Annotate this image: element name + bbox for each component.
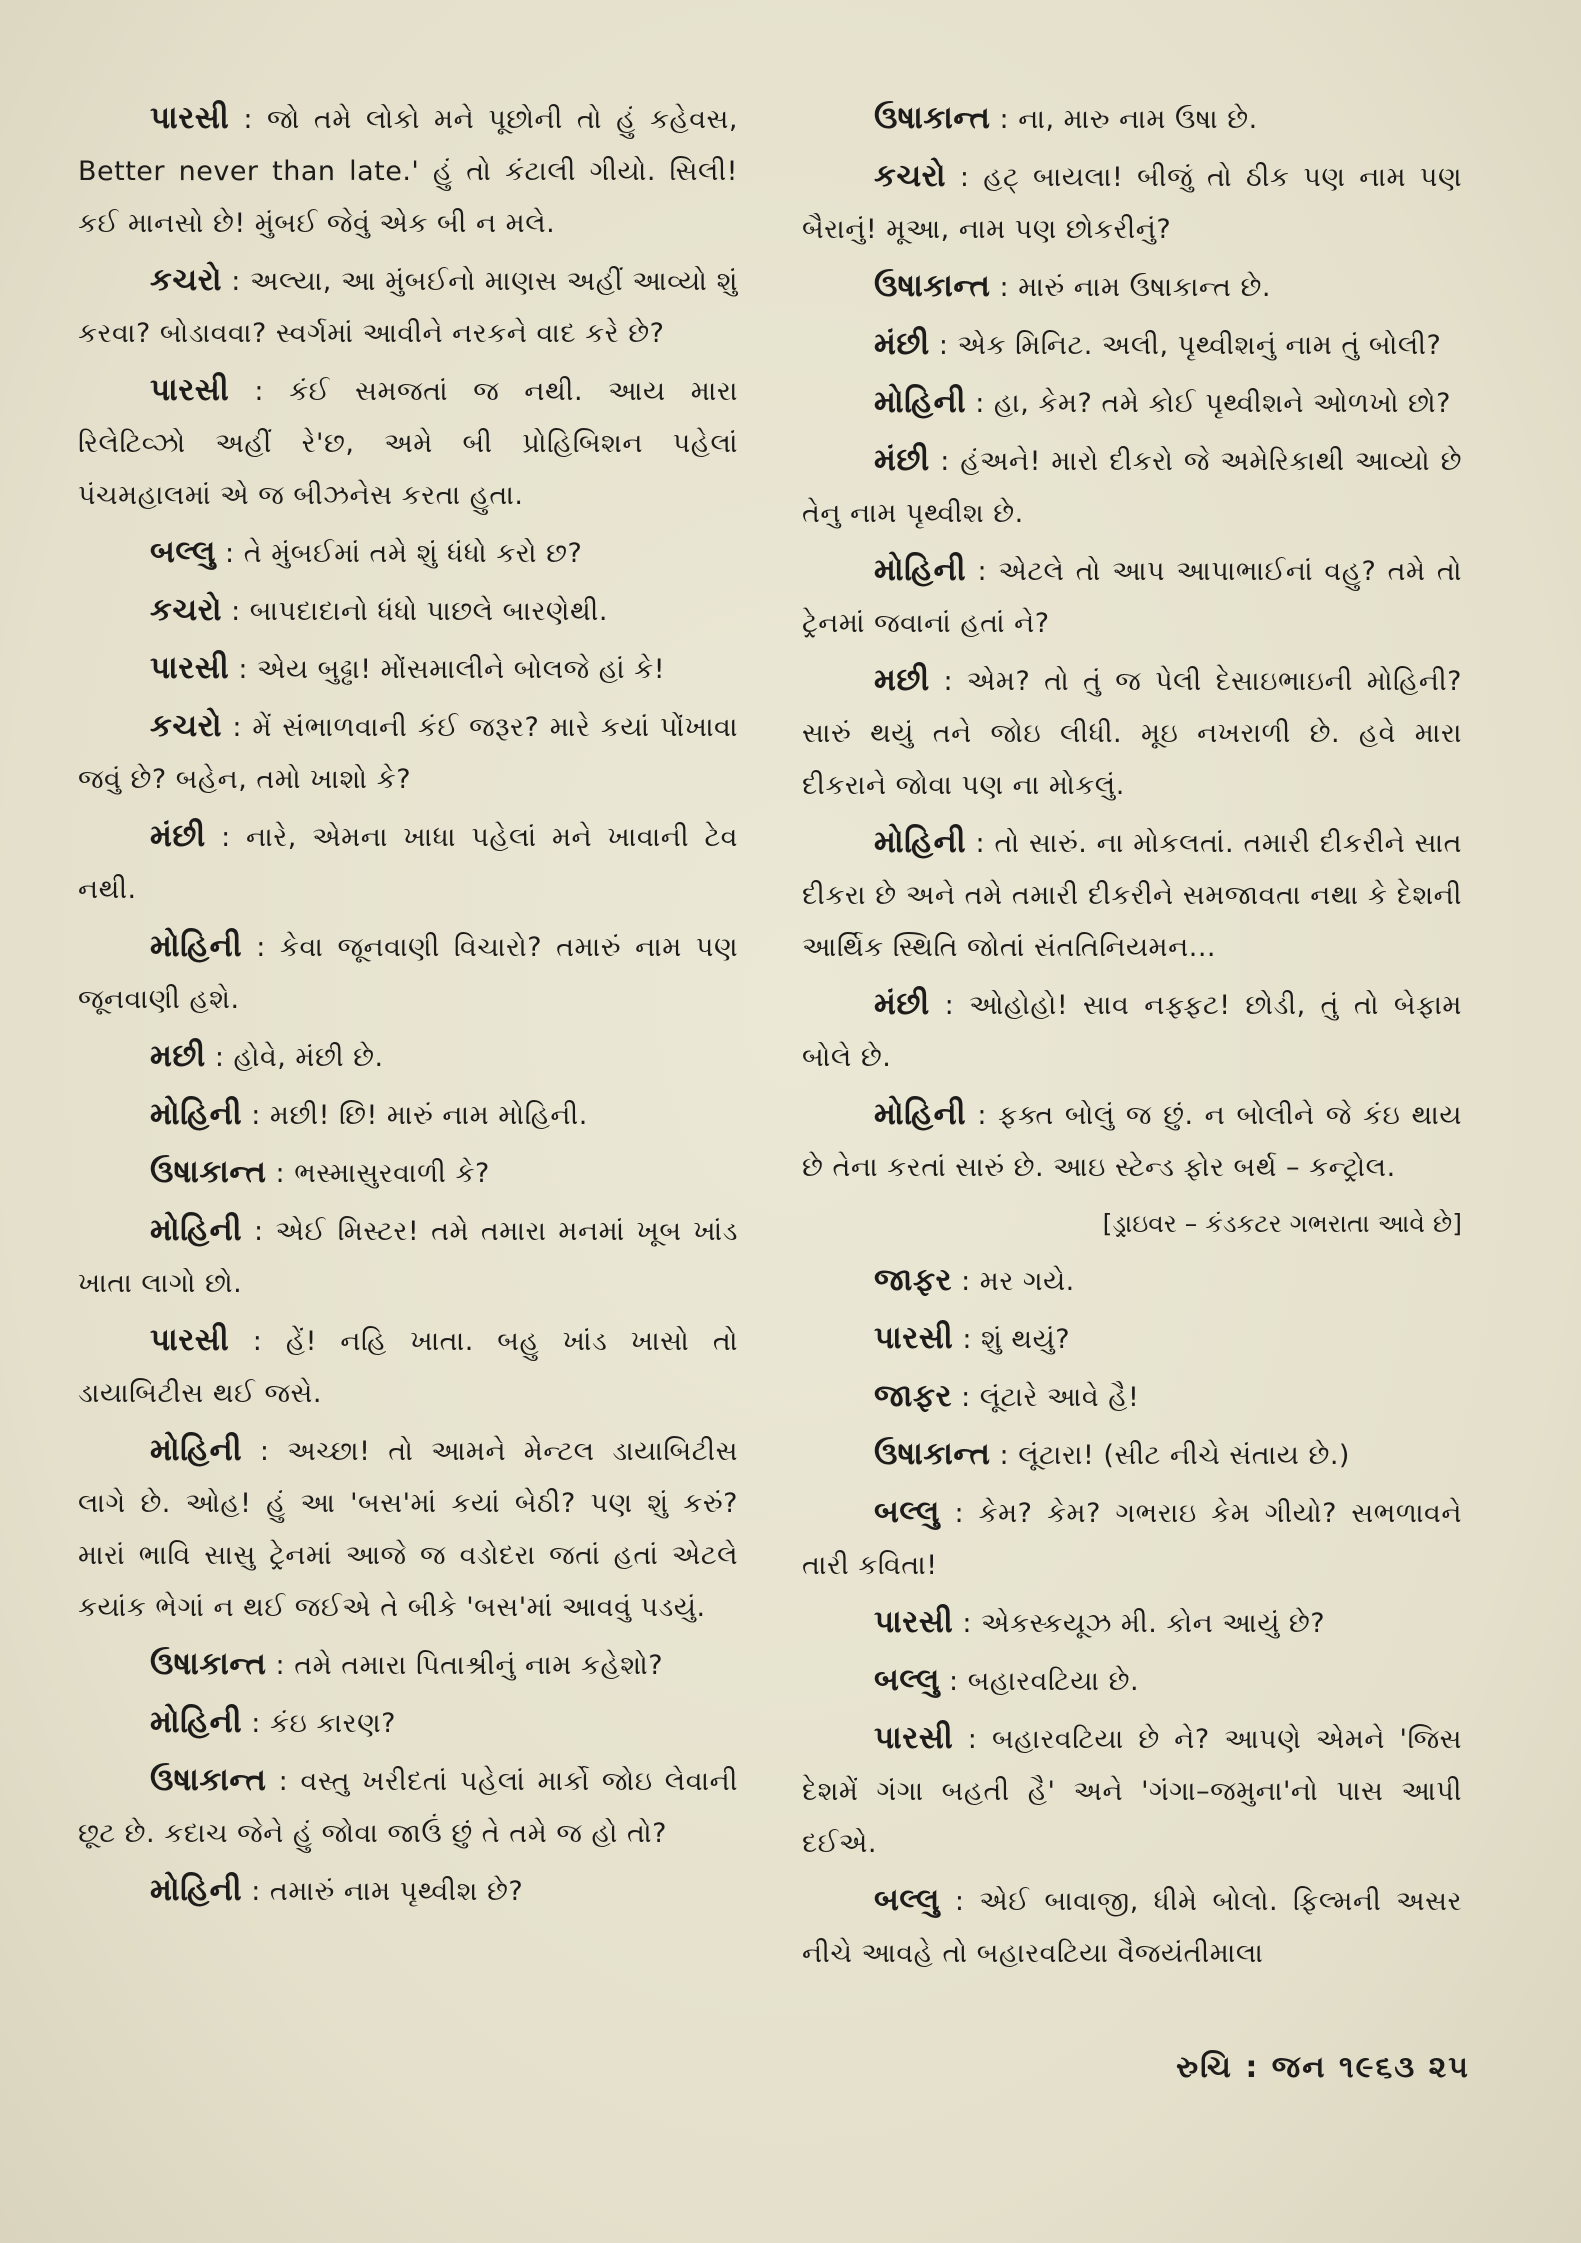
dialogue-line bbox=[802, 654, 1462, 812]
dialogue-line bbox=[78, 584, 738, 638]
dialogue-line bbox=[802, 1654, 1462, 1708]
speaker-name: મોહિની bbox=[874, 1096, 967, 1132]
dialogue-line bbox=[802, 1486, 1462, 1592]
dialogue-text: : હટ્ બાયલા! બીજું તો ઠીક પણ નામ પણ બૈરાનું! મૂઆ, નામ પણ છોકરીનું? bbox=[802, 162, 1462, 245]
dialogue-line bbox=[802, 92, 1462, 146]
dialogue-text: : કેવા જૂનવાણી વિચારો? તમારું નામ પણ જૂનવાણી હશે. bbox=[78, 932, 738, 1015]
dialogue-line bbox=[802, 1874, 1462, 1980]
dialogue-text: : હોવે, મંછી છે. bbox=[214, 1042, 384, 1073]
dialogue-text: : તમે તમારા પિતાશ્રીનું નામ કહેશો? bbox=[275, 1650, 664, 1681]
left-column bbox=[78, 92, 738, 1922]
speaker-name: ઉષાકાન્ત bbox=[874, 1436, 991, 1472]
dialogue-text: : કંઇ કારણ? bbox=[251, 1708, 396, 1739]
dialogue-line bbox=[802, 1596, 1462, 1650]
speaker-name: પારસી bbox=[150, 1322, 230, 1358]
speaker-name: કચરો bbox=[150, 708, 222, 744]
speaker-name: મંછી bbox=[874, 442, 930, 478]
dialogue-text: : ઓહોહો! સાવ નફ્ફટ! છોડી, તું તો બેફામ બોલે છે. bbox=[802, 990, 1462, 1073]
speaker-name: મોહિની bbox=[150, 1872, 243, 1908]
dialogue-line bbox=[802, 1088, 1462, 1194]
dialogue-line bbox=[802, 1254, 1462, 1308]
speaker-name: મોહિની bbox=[150, 1096, 243, 1132]
speaker-name: ઉષાકાન્ત bbox=[874, 100, 991, 136]
dialogue-line bbox=[78, 526, 738, 580]
dialogue-line bbox=[802, 260, 1462, 314]
dialogue-text: : બહારવટિયા છે. bbox=[949, 1666, 1140, 1697]
speaker-name: મંછી bbox=[150, 818, 206, 854]
dialogue-text: : બાપદાદાનો ધંધો પાછલે બારણેથી. bbox=[231, 596, 608, 627]
dialogue-text: : શું થયું? bbox=[962, 1324, 1071, 1355]
dialogue-line bbox=[78, 1424, 738, 1634]
speaker-name: જાફર bbox=[874, 1378, 952, 1414]
speaker-name: ઉષાકાન્ત bbox=[150, 1646, 267, 1682]
dialogue-line bbox=[78, 1204, 738, 1310]
dialogue-line bbox=[78, 254, 738, 360]
dialogue-text: : મેં સંભાળવાની કંઈ જરૂર? મારે કયાં પોંખાવા જવું છે? બહેન, તમો ખાશો કે? bbox=[78, 712, 738, 795]
speaker-name: પારસી bbox=[874, 1604, 954, 1640]
dialogue-line bbox=[802, 544, 1462, 650]
dialogue-line bbox=[78, 920, 738, 1026]
dialogue-line bbox=[78, 700, 738, 806]
dialogue-line bbox=[78, 1754, 738, 1860]
dialogue-text: : હંઅને! મારો દીકરો જે અમેરિકાથી આવ્યો છે તેનુ નામ પૃથ્વીશ છે. bbox=[802, 446, 1462, 529]
speaker-name: મંછી bbox=[874, 326, 930, 362]
dialogue-text: : હેં! નહિ ખાતા. બહુ ખાંડ ખાસો તો ડાયાબિટીસ થઈ જસે. bbox=[78, 1326, 738, 1409]
dialogue-line bbox=[78, 1088, 738, 1142]
speaker-name: પારસી bbox=[150, 100, 230, 136]
dialogue-line bbox=[802, 318, 1462, 372]
dialogue-line bbox=[802, 376, 1462, 430]
dialogue-text: : તો સારું. ના મોકલતાં. તમારી દીકરીને સાત દીકરા છે અને તમે તમારી દીકરીને સમજાવતા નથા કે દેશની આર્થિક સ્થિતિ જોતાં સંતતિનિયમન... bbox=[802, 828, 1462, 963]
speaker-name: મોહિની bbox=[874, 824, 967, 860]
dialogue-line bbox=[802, 1370, 1462, 1424]
dialogue-text: : ભસ્માસુરવાળી કે? bbox=[275, 1158, 490, 1189]
dialogue-text: : એક મિનિટ. અલી, પૃથ્વીશનું નામ તું બોલી? bbox=[938, 330, 1442, 361]
speaker-name: મોહિની bbox=[150, 1212, 243, 1248]
dialogue-line bbox=[78, 810, 738, 916]
speaker-name: બલ્લુ bbox=[874, 1882, 940, 1918]
speaker-name: જાફર bbox=[874, 1262, 952, 1298]
dialogue-text: : એય બુઢ્ઢા! મોંસમાલીને બોલજે હાં કે! bbox=[238, 654, 666, 685]
speaker-name: બલ્લુ bbox=[874, 1662, 940, 1698]
speaker-name: મોહિની bbox=[874, 384, 967, 420]
dialogue-text: : અલ્યા, આ મુંબઈનો માણસ અહીં આવ્યો શું કરવા? બોડાવવા? સ્વર્ગમાં આવીને નરકને વાદ કરે છે? bbox=[78, 266, 738, 349]
dialogue-text: : કંઈ સમજતાં જ નથી. આય મારા રિલેટિવ્ઝો અહીં રે'છ, અમે બી પ્રોહિબિશન પહેલાં પંચમહાલમાં એ જ બીઝનેસ કરતા હુતા. bbox=[78, 376, 738, 511]
dialogue-text: : એટલે તો આપ આપાભાઈનાં વહુ? તમે તો ટ્રેનમાં જવાનાં હતાં ને? bbox=[802, 556, 1462, 639]
dialogue-text: : એઈ મિસ્ટર! તમે તમારા મનમાં ખૂબ ખાંડ ખાતા લાગો છો. bbox=[78, 1216, 738, 1299]
speaker-name: ઉષાકાન્ત bbox=[150, 1762, 267, 1798]
dialogue-text: : તમારું નામ પૃથ્વીશ છે? bbox=[251, 1876, 524, 1907]
dialogue-text: : તે મુંબઈમાં તમે શું ધંધો કરો છ? bbox=[225, 538, 583, 569]
speaker-name: કચરો bbox=[874, 158, 946, 194]
dialogue-line bbox=[78, 1696, 738, 1750]
speaker-name: પારસી bbox=[874, 1720, 954, 1756]
speaker-name: પારસી bbox=[874, 1320, 954, 1356]
dialogue-text: : મારું નામ ઉષાકાન્ત છે. bbox=[999, 272, 1271, 303]
speaker-name: બલ્લુ bbox=[150, 534, 216, 570]
speaker-name: કચરો bbox=[150, 592, 222, 628]
dialogue-line bbox=[78, 92, 738, 250]
speaker-name: મછી bbox=[150, 1038, 206, 1074]
speaker-name: મોહિની bbox=[874, 552, 967, 588]
right-column bbox=[802, 92, 1462, 1984]
dialogue-text: : લૂંટારે આવે હૈ! bbox=[961, 1382, 1140, 1413]
dialogue-text: : એઈ બાવાજી, ધીમે બોલો. ફિલ્મની અસર નીચે આવહે તો બહારવટિયા વૈજયંતીમાલા bbox=[802, 1886, 1462, 1969]
speaker-name: પારસી bbox=[150, 372, 230, 408]
dialogue-text: : બહારવટિયા છે ને? આપણે એમને 'જિસ દેશમેં ગંગા બહતી હૈ' અને 'ગંગા–જમુના'નો પાસ આપી દઈએ. bbox=[802, 1724, 1462, 1859]
dialogue-line bbox=[78, 1146, 738, 1200]
dialogue-line bbox=[78, 1638, 738, 1692]
dialogue-text: : જો તમે લોકો મને પૂછોની તો હું કહેવસ, Better never than late.' હું તો કંટાલી ગીયો. સિલી! કઈ માનસો છે! મુંબઈ જેવું એક બી ન મલે. bbox=[78, 104, 738, 239]
dialogue-line bbox=[78, 642, 738, 696]
page-footer: રુચિ : જન ૧૯૬૩ ૨૫ bbox=[1176, 2050, 1470, 2085]
dialogue-text: : હા, કેમ? તમે કોઈ પૃથ્વીશને ઓળખો છો? bbox=[975, 388, 1451, 419]
dialogue-text: : અચ્છા! તો આમને મેન્ટલ ડાયાબિટીસ લાગે છે. ઓહ! હું આ 'બસ'માં કયાં બેઠી? પણ શું કરું? મારાં ભાવિ સાસુ ટ્રેનમાં આજે જ વડોદરા જતાં હતાં એટલે કયાંક ભેગાં ન થઈ જઈએ તે બીકે 'બસ'માં આવવું પડયું. bbox=[78, 1436, 738, 1623]
speaker-name: મોહિની bbox=[150, 1704, 243, 1740]
dialogue-line bbox=[802, 434, 1462, 540]
speaker-name: ઉષાકાન્ત bbox=[874, 268, 991, 304]
speaker-name: મંછી bbox=[874, 986, 930, 1022]
speaker-name: બલ્લુ bbox=[874, 1494, 940, 1530]
dialogue-line bbox=[802, 978, 1462, 1084]
dialogue-text: : નારે, એમના ખાધા પહેલાં મને ખાવાની ટેવ નથી. bbox=[78, 822, 738, 905]
dialogue-line bbox=[78, 364, 738, 522]
dialogue-line bbox=[78, 1030, 738, 1084]
dialogue-text: : એમ? તો તું જ પેલી દેસાઇભાઇની મોહિની? સારું થયું તને જોઇ લીધી. મૂઇ નખરાળી છે. હવે મારા દીકરાને જોવા પણ ના મોકલું. bbox=[802, 666, 1462, 801]
dialogue-text: : ફક્ત બોલું જ છું. ન બોલીને જે કંઇ થાય છે તેના કરતાં સારું છે. આઇ સ્ટેન્ડ ફોર બર્થ – કન્ટ્રોલ. bbox=[802, 1100, 1462, 1183]
speaker-name: કચરો bbox=[150, 262, 222, 298]
speaker-name: મોહિની bbox=[150, 928, 243, 964]
speaker-name: મછી bbox=[874, 662, 930, 698]
dialogue-text: : લૂંટારા! (સીટ નીચે સંતાય છે.) bbox=[999, 1440, 1350, 1471]
dialogue-text: : એકસ્કયૂઝ મી. કોન આયું છે? bbox=[962, 1608, 1326, 1639]
dialogue-text: : વસ્તુ ખરીદતાં પહેલાં માર્કો જોઇ લેવાની છૂટ છે. કદાચ જેને હું જોવા જાઉં છું તે તમે જ હો તો? bbox=[78, 1766, 738, 1849]
stage-direction: [ડ્રાઇવર – કંડકટર ગભરાતા આવે છે] bbox=[1102, 1209, 1462, 1238]
dialogue-line bbox=[802, 1712, 1462, 1870]
dialogue-line bbox=[802, 816, 1462, 974]
dialogue-text: : મછી! છિ! મારું નામ મોહિની. bbox=[251, 1100, 588, 1131]
dialogue-line bbox=[802, 150, 1462, 256]
speaker-name: ઉષાકાન્ત bbox=[150, 1154, 267, 1190]
speaker-name: પારસી bbox=[150, 650, 230, 686]
speaker-name: મોહિની bbox=[150, 1432, 243, 1468]
dialogue-text: : ના, મારુ નામ ઉષા છે. bbox=[999, 104, 1258, 135]
dialogue-line bbox=[802, 1312, 1462, 1366]
dialogue-line bbox=[78, 1314, 738, 1420]
dialogue-text: : કેમ? કેમ? ગભરાઇ કેમ ગીયો? સભળાવને તારી કવિતા! bbox=[802, 1498, 1462, 1581]
dialogue-line bbox=[802, 1428, 1462, 1482]
dialogue-text: : મર ગયે. bbox=[961, 1266, 1075, 1297]
dialogue-line bbox=[78, 1864, 738, 1918]
